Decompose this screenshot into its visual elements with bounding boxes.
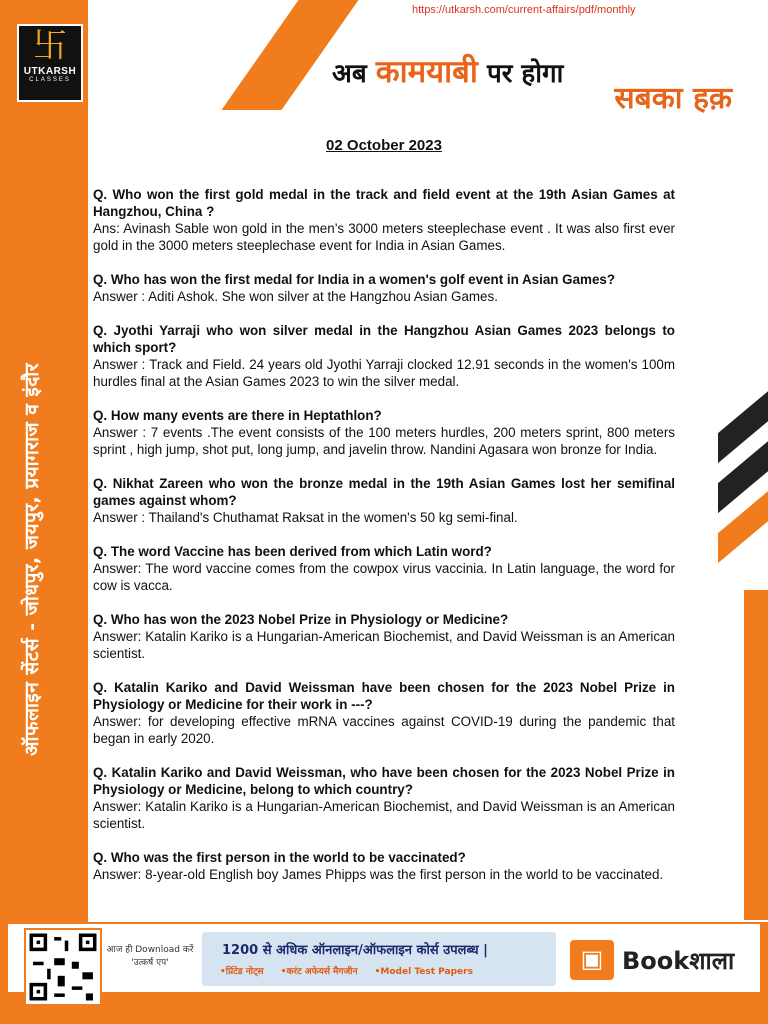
answer: Answer: The word vaccine comes from the cowpox virus vaccinia. In Latin language, the word for cow is vacca.: [93, 561, 675, 593]
slogan-line-2: सबका हक़: [614, 81, 732, 116]
answer: Ans: Avinash Sable won gold in the men’s 3000 meters steeplechase event . It was also first ever gold in the 3000 meters steeplechase event for India in Asian Games.: [93, 221, 675, 253]
answer: Answer: Katalin Kariko is a Hungarian-American Biochemist, and David Weissman is an American scientist.: [93, 629, 675, 661]
slogan-prefix: अब: [332, 59, 367, 89]
question: Q. Who won the first gold medal in the track and field event at the 19th Asian Games at Hangzhou, China ?: [93, 187, 675, 219]
question: Q. Katalin Kariko and David Weissman have been chosen for the 2023 Nobel Prize in Physiology or Medicine for their work in ---?: [93, 680, 675, 712]
qa-item: [93, 271, 675, 305]
question: Q. How many events are there in Heptathlon?: [93, 408, 382, 423]
banner-item: •करंट अफेयर्स मैगजीन: [280, 967, 358, 977]
question: Q. Who has won the 2023 Nobel Prize in Physiology or Medicine?: [93, 612, 509, 627]
qa-item: [93, 186, 675, 254]
date-heading: [0, 137, 768, 155]
logo-sub: CLASSES: [29, 77, 71, 83]
offline-centers-label: ऑफलाइन सेंटर्स - जोधपुर, जयपुर, प्रयागराज व इंदौर: [21, 363, 43, 757]
qa-item: [93, 543, 675, 594]
qa-item: [93, 407, 675, 458]
offline-centers-text: [12, 350, 52, 770]
qa-item: [93, 679, 675, 747]
right-decorative-stripes: [728, 398, 768, 568]
answer: Answer : Thailand's Chuthamat Raksat in the women's 50 kg semi-final.: [93, 510, 518, 525]
footer-ad: [0, 922, 768, 1024]
swastik-logo-icon: 卐: [33, 26, 67, 66]
banner-item: •प्रिंटेड नोट्स: [220, 967, 264, 977]
question: Q. Katalin Kariko and David Weissman, who have been chosen for the 2023 Nobel Prize in Physiology or Medicine, belong to which country?: [93, 765, 675, 797]
download-line-1: आज ही Download करें: [106, 945, 194, 955]
book-box-icon: ▣: [570, 940, 614, 980]
download-app-text: [104, 944, 196, 970]
answer: Answer: Katalin Kariko is a Hungarian-American Biochemist, and David Weissman is an American scientist.: [93, 799, 675, 831]
question: Q. The word Vaccine has been derived from which Latin word?: [93, 544, 492, 559]
page-date: 02 October 2023: [326, 137, 442, 154]
bookshala-name: Bookशाला: [622, 947, 735, 975]
logo-brand: UTKARSH: [23, 66, 77, 77]
qa-item: [93, 611, 675, 662]
answer: Answer: 8-year-old English boy James Phipps was the first person in the world to be vaccinated.: [93, 867, 664, 882]
question: Q. Who has won the first medal for India in a women's golf event in Asian Games?: [93, 272, 616, 287]
banner-items: [220, 964, 487, 977]
question: Q. Jyothi Yarraji who won silver medal in the Hangzhou Asian Games 2023 belongs to which sport?: [93, 323, 675, 355]
utkarsh-logo: [17, 24, 83, 102]
slogan-line-1: [332, 50, 563, 92]
banner-heading: 1200 से अधिक ऑनलाइन/ऑफलाइन कोर्स उपलब्ध |: [222, 943, 488, 958]
answer: Answer: for developing effective mRNA vaccines against COVID-19 during the pandemic that began in early 2020.: [93, 714, 675, 746]
answer: Answer : Track and Field. 24 years old Jyothi Yarraji clocked 12.91 seconds in the women's 100m hurdles final at the Asian Games 2023 to win the silver medal.: [93, 357, 675, 389]
qa-list: [93, 186, 675, 900]
slogan-highlight: कामयाबी: [375, 54, 478, 90]
qr-code-icon[interactable]: [24, 928, 102, 1006]
answer: Answer : Aditi Ashok. She won silver at the Hangzhou Asian Games.: [93, 289, 498, 304]
answer: Answer : 7 events .The event consists of the 100 meters hurdles, 200 meters sprint, 800 meters sprint , high jump, shot put, long jump, and javelin throw. Nandini Agasara won bronze for India.: [93, 425, 675, 457]
slogan: [332, 38, 752, 116]
qa-item: [93, 475, 675, 526]
qa-item: [93, 322, 675, 390]
bookshala-logo[interactable]: [570, 940, 750, 980]
source-url[interactable]: https://utkarsh.com/current-affairs/pdf/monthly: [412, 4, 636, 16]
banner-item: •Model Test Papers: [374, 967, 473, 977]
question: Q. Who was the first person in the world to be vaccinated?: [93, 850, 466, 865]
courses-banner[interactable]: [202, 932, 556, 986]
question: Q. Nikhat Zareen who won the bronze medal in the 19th Asian Games lost her semifinal games against whom?: [93, 476, 675, 508]
download-line-2: 'उत्कर्ष एप': [131, 958, 169, 968]
slogan-suffix: पर होगा: [486, 59, 564, 89]
qa-item: [93, 764, 675, 832]
right-orange-band: [744, 590, 768, 920]
qa-item: [93, 849, 675, 883]
